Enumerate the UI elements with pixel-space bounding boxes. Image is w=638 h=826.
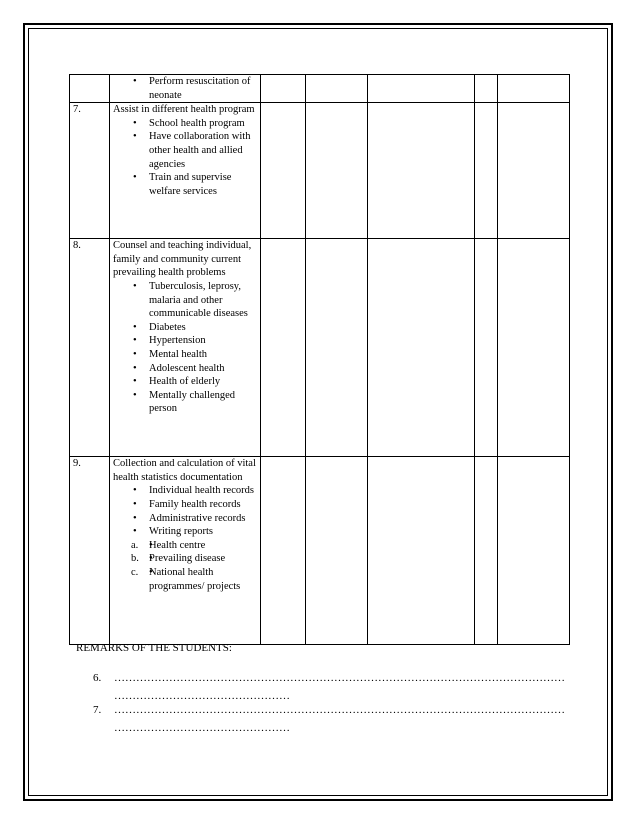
empty-cell	[368, 239, 475, 457]
empty-cell	[306, 457, 368, 645]
empty-cell	[261, 103, 306, 239]
sub-list-item	[129, 539, 257, 553]
empty-cell	[475, 457, 498, 645]
remarks-title: REMARKS OF THE STUDENTS:	[76, 642, 232, 654]
empty-cell	[475, 103, 498, 239]
empty-cell	[498, 457, 570, 645]
sub-marker: • a.	[131, 539, 139, 551]
activity-heading: Counsel and teaching individual, family and community current prevailing health problems	[113, 240, 252, 279]
sub-list	[129, 539, 257, 593]
empty-cell	[498, 75, 570, 103]
row-number: 9.	[70, 457, 110, 645]
bullet-list	[113, 75, 257, 102]
row-number: 8.	[70, 239, 110, 457]
list-item: • Administrative records	[113, 512, 257, 526]
activity-cell	[110, 457, 261, 645]
list-item: • School health program	[113, 117, 257, 131]
remark-number: 7.	[93, 704, 102, 716]
bullet-list	[113, 117, 257, 199]
sub-list-item	[129, 552, 257, 566]
empty-cell	[261, 239, 306, 457]
table-row	[70, 103, 570, 239]
list-item: • Have collaboration with other health and allied agencies	[113, 130, 257, 171]
sub-text: Prevailing disease	[149, 553, 226, 565]
list-item	[113, 525, 257, 593]
activity-cell	[110, 103, 261, 239]
table-row	[70, 457, 570, 645]
empty-cell	[306, 239, 368, 457]
table-row	[70, 75, 570, 103]
empty-cell	[261, 457, 306, 645]
activity-table	[69, 74, 570, 645]
list-item: • Individual health records	[113, 484, 257, 498]
activity-heading: Collection and calculation of vital health statistics documentation	[113, 458, 256, 483]
empty-cell	[306, 103, 368, 239]
sub-text: Health centre	[149, 539, 206, 551]
table-row	[70, 239, 570, 457]
sub-text: National health programmes/ projects	[149, 566, 241, 592]
list-item: • Diabetes	[113, 321, 257, 335]
empty-cell	[498, 103, 570, 239]
empty-cell	[475, 75, 498, 103]
activity-cell	[110, 239, 261, 457]
list-item: • Health of elderly	[113, 375, 257, 389]
list-item: • Tuberculosis, leprosy, malaria and other communicable diseases	[113, 280, 257, 321]
empty-cell	[306, 75, 368, 103]
list-item: • Adolescent health	[113, 362, 257, 376]
sub-marker: • b.	[131, 553, 139, 565]
activity-cell	[110, 75, 261, 103]
list-item-label: Writing reports	[149, 526, 214, 538]
sub-list-item	[129, 566, 257, 593]
remark-line: ……………………………………………………………………………………………………………	[114, 704, 565, 716]
activity-heading: Assist in different health program	[113, 104, 255, 116]
empty-cell	[261, 75, 306, 103]
list-item: • Hypertension	[113, 334, 257, 348]
list-item: • Mental health	[113, 348, 257, 362]
bullet-list	[113, 484, 257, 593]
bullet-list	[113, 280, 257, 416]
row-number: 7.	[70, 103, 110, 239]
empty-cell	[475, 239, 498, 457]
list-item: • Train and supervise welfare services	[113, 171, 257, 198]
empty-cell	[368, 75, 475, 103]
empty-cell	[498, 239, 570, 457]
remark-line: ……………………………………………………………………………………………………………	[114, 672, 565, 684]
empty-cell	[368, 103, 475, 239]
remark-line: …………………………………………	[114, 722, 290, 734]
list-item: • Perform resuscitation of neonate	[113, 75, 257, 102]
empty-cell	[368, 457, 475, 645]
row-number	[70, 75, 110, 103]
list-item: • Mentally challenged person	[113, 389, 257, 416]
remark-line: …………………………………………	[114, 690, 290, 702]
list-item: • Family health records	[113, 498, 257, 512]
remark-number: 6.	[93, 672, 102, 684]
sub-marker: • c.	[131, 566, 139, 578]
